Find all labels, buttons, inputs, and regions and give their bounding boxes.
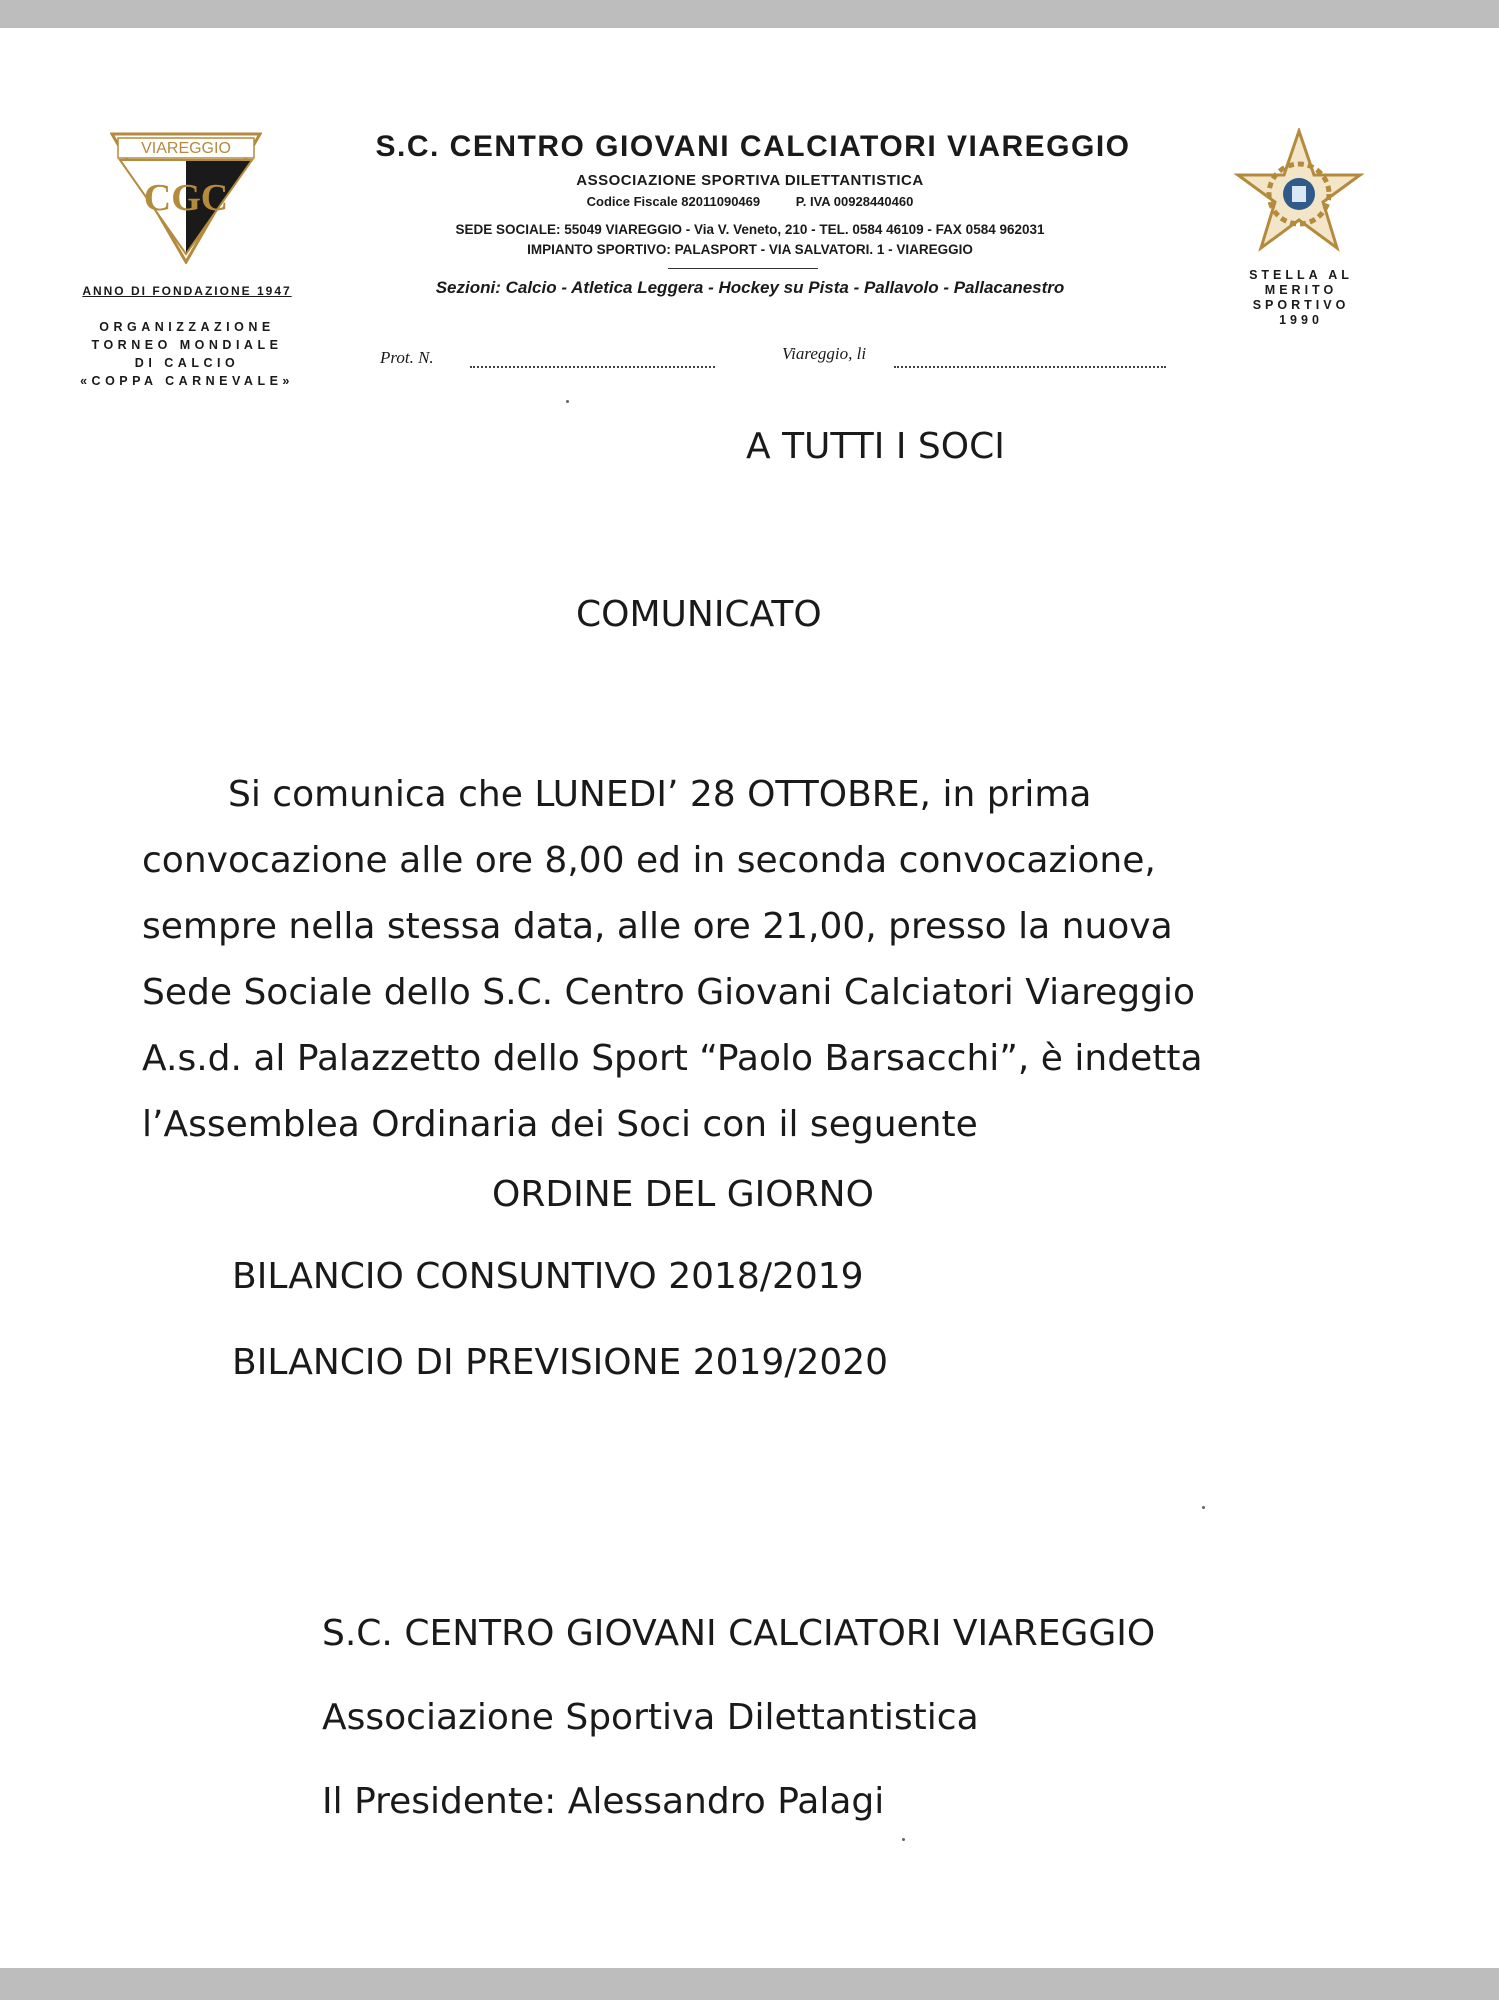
prot-dotted-line	[470, 366, 715, 368]
club-subtitle: ASSOCIAZIONE SPORTIVA DILETTANTISTICA	[576, 172, 924, 189]
paragraph-line: Sede Sociale dello S.C. Centro Giovani Calciatori Viareggio	[142, 972, 1196, 1013]
paragraph-line: Si comunica che LUNEDI’ 28 OTTOBRE, in prima	[228, 774, 1092, 815]
club-shield-logo	[110, 132, 262, 264]
signature-org: S.C. CENTRO GIOVANI CALCIATORI VIAREGGIO	[322, 1613, 1156, 1654]
agenda-title: ORDINE DEL GIORNO	[492, 1174, 874, 1215]
club-name: S.C. CENTRO GIOVANI CALCIATORI VIAREGGIO	[375, 130, 1131, 163]
stella-line: 1990	[1279, 313, 1323, 327]
prot-label: Prot. N.	[380, 348, 434, 367]
agenda-item: BILANCIO DI PREVISIONE 2019/2020	[232, 1342, 889, 1383]
paragraph-line: convocazione alle ore 8,00 ed in seconda convocazione,	[142, 840, 1156, 881]
organization-line: DI CALCIO	[134, 356, 240, 370]
header-divider	[668, 268, 818, 269]
organization-note	[52, 318, 322, 390]
date-dotted-line	[894, 366, 1166, 368]
bottom-border-bar	[0, 1968, 1499, 2000]
recipients: A TUTTI I SOCI	[746, 426, 1005, 467]
partita-iva: P. IVA 00928440460	[795, 194, 914, 209]
logo-monogram: CGC	[143, 177, 229, 219]
stella-line: SPORTIVO	[1252, 298, 1350, 312]
top-border-bar	[0, 0, 1499, 28]
scan-speck	[902, 1838, 905, 1841]
paragraph-line: l’Assemblea Ordinaria dei Soci con il seguente	[142, 1104, 978, 1145]
stella-line: STELLA AL	[1249, 268, 1353, 282]
announcement-paragraph	[142, 762, 1342, 1158]
logo-viareggio-text: VIAREGGIO	[141, 140, 231, 157]
organization-line: «COPPA CARNEVALE»	[80, 374, 294, 388]
paragraph-line: sempre nella stessa data, alle ore 21,00, presso la nuova	[142, 906, 1173, 947]
sede-sociale: SEDE SOCIALE: 55049 VIAREGGIO - Via V. Veneto, 210 - TEL. 0584 46109 - FAX 0584 962031	[455, 222, 1045, 237]
date-place-label: Viareggio, li	[782, 344, 867, 363]
fiscal-info	[300, 194, 1200, 209]
agenda-item: BILANCIO CONSUNTIVO 2018/2019	[232, 1256, 864, 1297]
sezioni: Sezioni: Calcio - Atletica Leggera - Hockey su Pista - Pallavolo - Pallacanestro	[435, 278, 1065, 297]
organization-line: TORNEO MONDIALE	[91, 338, 283, 352]
founded-year: ANNO DI FONDAZIONE 1947	[82, 284, 292, 298]
organization-line: ORGANIZZAZIONE	[99, 320, 275, 334]
signature-block	[322, 1592, 1155, 1844]
signature-president: Il Presidente: Alessandro Palagi	[322, 1781, 885, 1822]
signature-type: Associazione Sportiva Dilettantistica	[322, 1697, 979, 1738]
star-emblem-icon	[1234, 128, 1364, 254]
impianto-sportivo: IMPIANTO SPORTIVO: PALASPORT - VIA SALVATORI. 1 - VIAREGGIO	[527, 242, 973, 257]
codice-fiscale: Codice Fiscale 82011090469	[586, 194, 761, 209]
stella-merito	[1226, 268, 1376, 328]
scan-speck	[566, 400, 569, 403]
paragraph-line: A.s.d. al Palazzetto dello Sport “Paolo Barsacchi”, è indetta	[142, 1038, 1203, 1079]
document-heading: COMUNICATO	[576, 594, 822, 635]
scan-speck	[1202, 1506, 1205, 1509]
stella-line: MERITO	[1264, 283, 1338, 297]
